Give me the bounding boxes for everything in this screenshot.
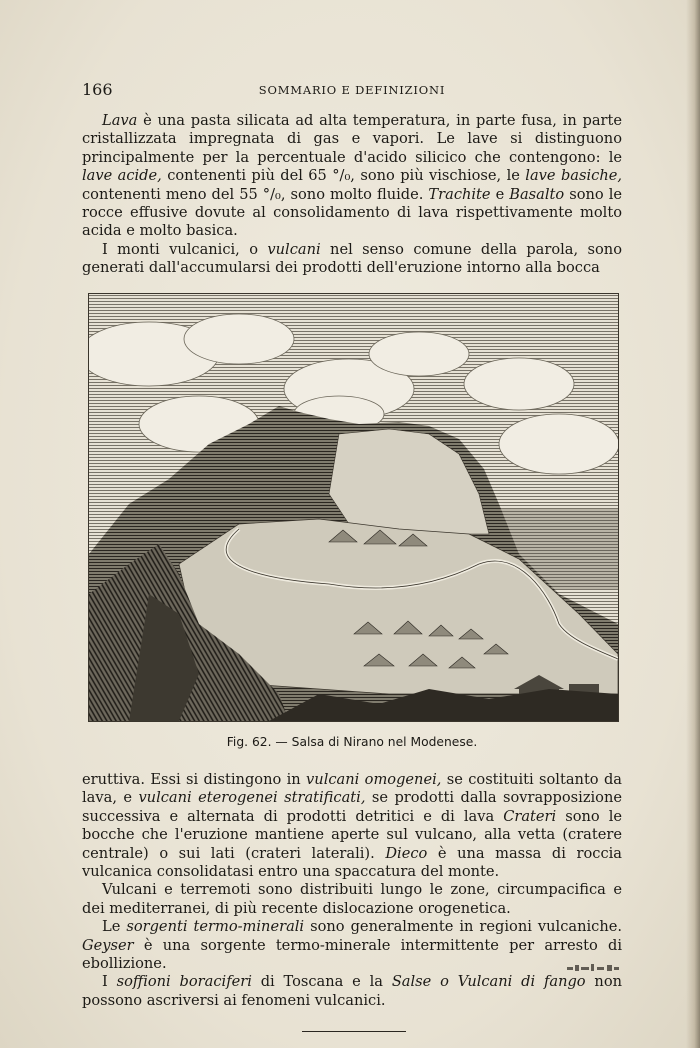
text-run: Le [102,918,127,936]
text-run: Vulcani e terremoti sono distribuiti lungo le zone, circumpacifica e dei mediterranei, di più recente dislocazione orogenetica. [82,881,622,917]
text-run: sono le rocce effusive dovute al consolidamento di lava rispettivamente molto acida e molto basica. [82,185,622,240]
text-run: sono le bocche che l'eruzione mantiene aperte sul vulcano, alla vetta (cratere centrale) o sui lati (crateri laterali). [82,807,622,862]
figure-caption: Fig. 62. — Salsa di Nirano nel Modenese. [226,735,478,749]
text-run: contenenti meno del 55 °/₀, sono molto fluide. [82,185,429,203]
italic-term: Basalto [509,185,565,203]
italic-term: vulcani omogenei, [306,771,442,788]
text-run: contenenti più del 65 °/₀, sono più vischiose, le [161,167,526,185]
text-run: non possono ascriversi ai fenomeni vulcanici. [82,973,623,1009]
page-header [82,80,622,102]
text-run: nel senso comune della parola, sono generati dall'accumularsi dei prodotti dell'eruzione intorno alla bocca [82,240,622,277]
paragraph [82,881,622,918]
italic-term: lave acide, [82,167,162,185]
italic-term: sorgenti termo-minerali [126,918,305,936]
running-head: SOMMARIO E DEFINIZIONI [258,83,446,97]
figure-engraving [88,293,619,722]
paragraph [82,771,622,881]
italic-term: Trachite [428,185,491,203]
italic-term: vulcani eterogenei stratificati, [138,789,366,807]
paragraph [82,918,622,973]
text-run: è una sorgente termo-minerale intermittente per arresto di ebollizione. [82,936,622,973]
italic-term: soffioni boraciferi [116,973,252,991]
library-stamp-mark [567,962,619,974]
text-run: eruttiva. Essi si distingono in [82,771,307,788]
italic-term: vulcani [267,240,321,258]
text-run: è una pasta silicata ad alta temperatura, in parte fusa, in parte cristallizzata impregnata di gas e vapori. Le lave si distinguono principalmente per la percentuale d'acido silicico che contengono: le [82,112,622,166]
text-run: I [102,973,117,991]
text-run: se costituiti soltanto da lava, e [82,771,622,807]
italic-term: Geyser [82,936,134,954]
text-run: è una massa di roccia vulcanica consolidatasi entro una spaccatura del monte. [82,844,622,881]
text-block-top [82,112,622,278]
text-run: di Toscana e la [251,973,392,991]
text-run: sono generalmente in regioni vulcaniche. [304,918,623,936]
paragraph [82,112,622,241]
italic-term: lave basiche, [525,167,622,185]
text-run: I monti vulcanici, o [102,240,268,258]
text-block-bottom [82,771,622,1010]
text-run: e [490,185,510,203]
page-edge-shadow [686,0,700,1048]
page-number: 166 [82,80,113,99]
paragraph [82,973,622,1010]
italic-term: Crateri [503,807,557,825]
italic-term: Dieco [385,844,428,862]
italic-term: Salse o Vulcani di fango [391,973,586,991]
text-run: se prodotti dalla sovrapposizione successiva e alternata di prodotti detritici e di lava [82,789,622,825]
closing-rule [302,1031,406,1032]
italic-term: Lava [102,112,138,129]
paragraph [82,241,622,278]
mud-volcano-engraving [89,294,618,721]
